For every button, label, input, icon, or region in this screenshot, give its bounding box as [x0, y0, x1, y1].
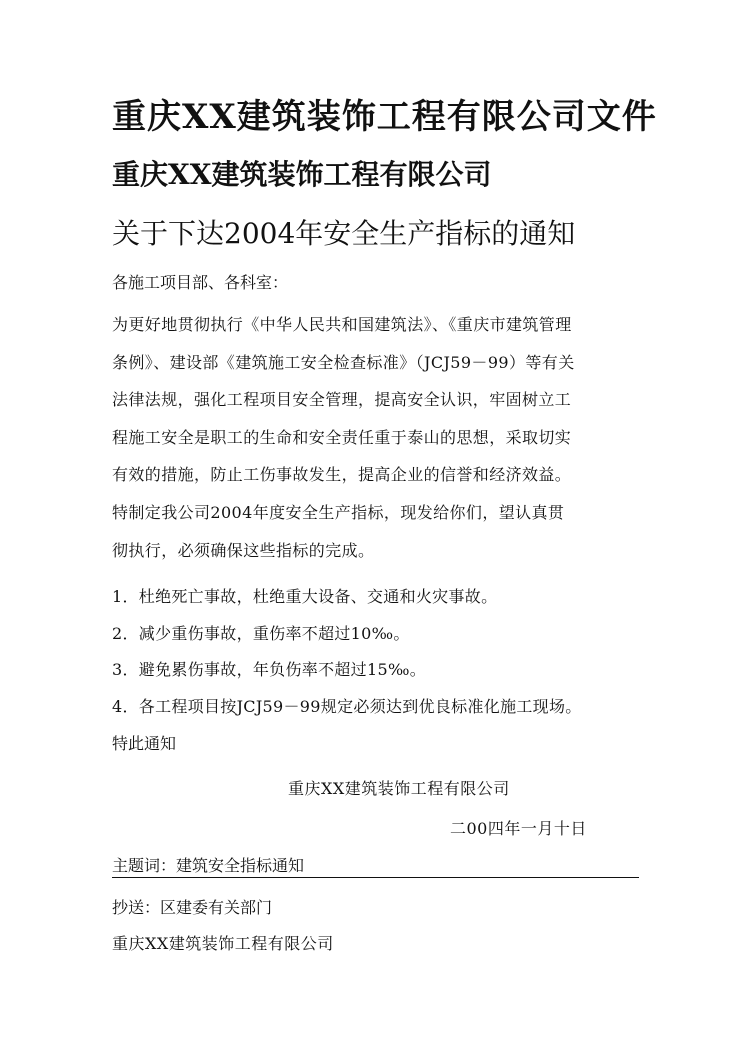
body-line: 法律法规，强化工程项目安全管理，提高安全认识，牢固树立工	[112, 390, 572, 410]
document-title: 重庆XX建筑装饰工程有限公司文件	[112, 97, 657, 137]
closing-text: 特此通知	[112, 734, 177, 753]
body-line: 为更好地贯彻执行《中华人民共和国建筑法》、《重庆市建筑管理	[112, 315, 572, 334]
subject-keywords-row	[112, 849, 639, 878]
body-line: 程施工安全是职工的生命和安全责任重于泰山的思想，采取切实	[112, 427, 572, 447]
indicator-list	[112, 579, 672, 725]
indicator-item: 2．减少重伤事故，重伤率不超过10‰。	[112, 623, 410, 643]
body-line: 彻执行，必须确保这些指标的完成。	[112, 540, 375, 560]
indicator-item: 1．杜绝死亡事故，杜绝重大设备、交通和火灾事故。	[112, 587, 498, 606]
indicator-item: 4．各工程项目按JCJ59－99规定必须达到优良标准化施工现场。	[112, 696, 582, 716]
notice-title: 关于下达2004年安全生产指标的通知	[112, 217, 576, 250]
footer-company: 重庆XX建筑装饰工程有限公司	[112, 934, 334, 953]
body-line: 有效的措施，防止工伤事故发生，提高企业的信誉和经济效益。	[112, 465, 572, 485]
body-line: 特制定我公司2004年度安全生产指标，现发给你们，望认真贯	[112, 502, 565, 522]
subject-keywords: 主题词：建筑安全指标通知	[112, 856, 305, 875]
body-line: 条例》、建设部《建筑施工安全检查标准》（JCJ59－99）等有关	[112, 352, 575, 372]
company-header: 重庆XX建筑装饰工程有限公司	[112, 158, 492, 191]
indicator-item: 3．避免累伤事故，年负伤率不超过15‰。	[112, 660, 427, 680]
notice-body	[112, 306, 640, 569]
cc-line: 抄送：区建委有关部门	[112, 898, 273, 917]
signature-company: 重庆XX建筑装饰工程有限公司	[288, 779, 510, 798]
issue-date: 二00四年一月十日	[450, 819, 587, 838]
salutation: 各施工项目部、各科室：	[112, 273, 289, 292]
